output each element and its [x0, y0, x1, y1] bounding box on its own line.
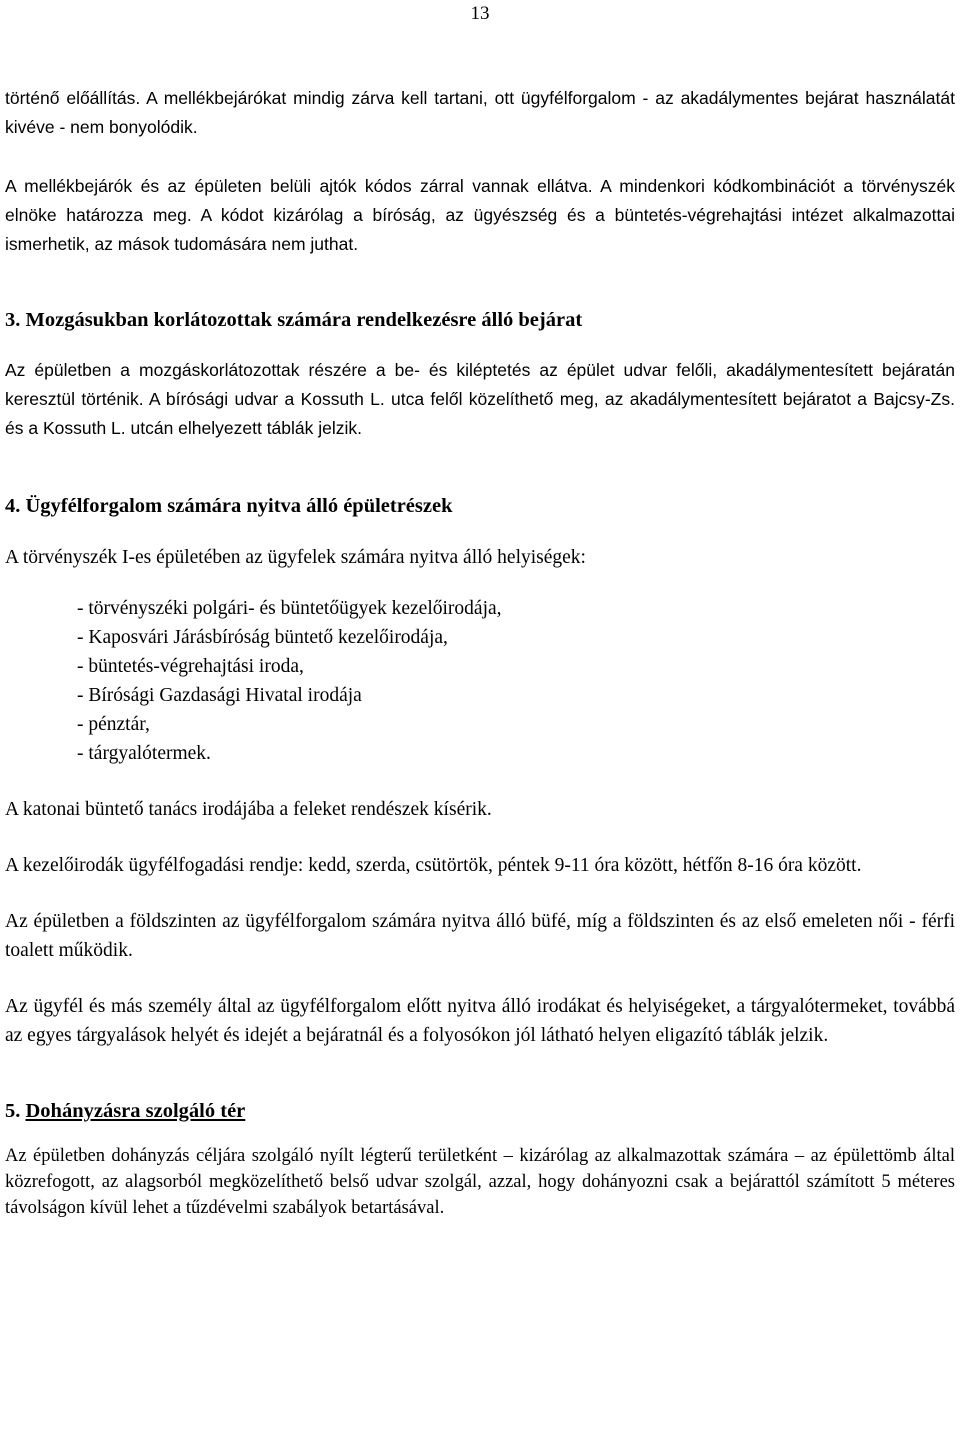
- section-5-heading: [5, 1097, 955, 1126]
- list-item: - büntetés-végrehajtási iroda,: [77, 656, 304, 677]
- room-list: [5, 594, 955, 768]
- section-5-text: Az épületben dohányzás céljára szolgáló nyílt légterű területként – kizárólag az alkalmazottak számára – az épülettömb által közrefogott, az alagsorból megközelíthető belső udvar szolgál, azzal, hogy dohányozni csak a bejárattól számított 5 méteres távolságon kívül lehet a tűzdévelmi szabályok betartásával.: [5, 1146, 955, 1218]
- section-4-paragraph-bufe: Az épületben a földszinten az ügyfélforgalom számára nyitva álló büfé, míg a földszinten és az első emeleten női - férfi toalett működik.: [5, 911, 955, 961]
- section-4-paragraph-katonai: A katonai büntető tanács irodájába a feleket rendészek kísérik.: [5, 799, 492, 820]
- section-3-title: Mozgásukban korlátozottak számára rendelkezésre álló bejárat: [25, 309, 583, 331]
- section-3-text: Az épületben a mozgáskorlátozottak részére a be- és kiléptetés az épület udvar felőli, akadálymentesített bejáratán keresztül történik. A bírósági udvar a Kossuth L. utca felől közelíthető meg, az akadálymentesített bejáratot a Bajcsy-Zs. és a Kossuth L. utcán elhelyezett táblák jelzik.: [5, 360, 955, 438]
- section-4-paragraph-ugyfelfogadas: A kezelőirodák ügyfélfogadási rendje: kedd, szerda, csütörtök, péntek 9-11 óra között, hétfőn 8-16 óra között.: [5, 855, 862, 876]
- section-5-title: Dohányzásra szolgáló tér: [25, 1100, 246, 1122]
- list-item: - Bírósági Gazdasági Hivatal irodája: [77, 685, 362, 706]
- list-item: - tárgyalótermek.: [77, 743, 211, 764]
- list-item: - pénztár,: [77, 714, 150, 735]
- section-5-number: 5.: [5, 1100, 21, 1122]
- section-4-number: 4.: [5, 495, 21, 517]
- section-4-paragraph-tablak: Az ügyfél és más személy által az ügyfélforgalom előtt nyitva álló irodákat és helyiségeket, a tárgyalótermeket, továbbá az egyes tárgyalások helyét és idejét a bejáratnál és a folyosókon jól látható helyen eligazító táblák jelzik.: [5, 996, 955, 1046]
- page-number: 13: [470, 3, 490, 24]
- list-item: - Kaposvári Járásbíróság büntető kezelőirodája,: [77, 627, 448, 648]
- paragraph-kodos-zar: A mellékbejárók és az épületen belüli ajtók kódos zárral vannak ellátva. A mindenkori kódkombinációt a törvényszék elnöke határozza meg. A kódot kizárólag a bíróság, az ügyészség és a büntetés-végrehajtási intézet alkalmazottai ismerhetik, az mások tudomására nem juthat.: [5, 176, 955, 254]
- paragraph-mellekbejarok-zarva: történő előállítás. A mellékbejárókat mindig zárva kell tartani, ott ügyfélforgalom - az akadálymentes bejárat használatát kivéve - nem bonyolódik.: [5, 88, 955, 137]
- section-4-title: Ügyfélforgalom számára nyitva álló épületrészek: [25, 495, 453, 517]
- section-4-intro: A törvényszék I-es épületében az ügyfelek számára nyitva álló helyiségek:: [5, 547, 586, 568]
- list-item: - törvényszéki polgári- és büntetőügyek kezelőirodája,: [77, 598, 502, 619]
- section-4-heading: [5, 492, 955, 521]
- section-3-number: 3.: [5, 309, 21, 331]
- document-body: [5, 84, 955, 1221]
- section-3-heading: [5, 306, 955, 335]
